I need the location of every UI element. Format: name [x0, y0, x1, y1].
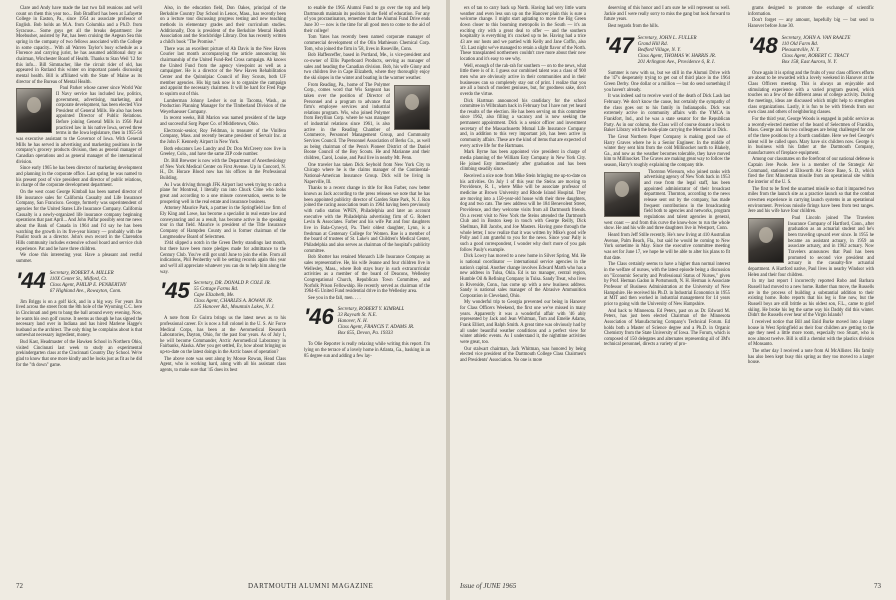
paragraph: Jim Briggs is on a golf kick, and in a big way. For years Jim lived across the street from the 8th hole of the Wyoming C.C. here in Cincinnati and gets to bang the ball around every evening. Now, he wants his own golf course. It seems as though he has signed the necessary land over in Indiana and has hired Marlene Hagge's husband as the architect. The only thing he complains about is that somewhat necessary ingredient, money.: [16, 299, 142, 339]
issue-date: Issue of JUNE 1965: [460, 582, 517, 590]
class-header-47: [604, 32, 730, 66]
portrait-photo: [16, 88, 52, 133]
paragraph: We close this interesting year. Have a pleasant and restful summer.: [16, 253, 142, 264]
class-officers: Secretary, JOHN A. VAN RAALTE 110 Old Farm Rd. Pleasantville, N. Y. Class Agent, ROBERT C. TRACY Box 158, East Aurora, N. Y.: [781, 35, 851, 65]
right-column-3: grams designed to promote the exchange of scientific information. Don't forget — any amount, hopefully big — but send to Hanover before June 30. '48 Secretary, JOHN A. VAN RAALTE 110 Old Farm Rd. Pleasantville, N. Y. Class Agent, ROBERT C. TRACY Box 158, East Aurora, N. Y. Once again it is spring and the fruits of your class officers efforts are about to be rewarded with a lovely weekend in Hanover at the Class Officers meeting. This is always an enjoyable and stimulating experience with a varied program geared, which touches on a few of the different areas of college activity. During the meetings, ideas are discussed which might help to strengthen class organizations. Lastly, it is fun to be with friends from our own class and others of neighboring classes. For the third year, George Woods is engaged in public service as a recently-elected member of the board of Selectmen of Franklin, Mass. George and his two colleagues are being challenged for one of the three positions by a fourth candidate. Here we feel George's talent will be called upon. Mary have six children now. George is in business with his father at the Dartmouth Company, manufacturers of fireplace equipment. Among our classmates on the forefront of our national defense is Captain Jere Poole. Jere is a member of the Strategic Air Command, stationed at Ellsworth Air Force Base, S. D., which fired the first Minuteman missile from an operational site within the interior of the U. S. The first to be fired the unarmed missile so that it impacted two miles from the launch site as a practice launch so that the combat crewmen experience in carrying launch systems in an operational environment. Previous missile firings have been from test ranges. Jere and his wife have four children. Paul Lincoln joined The Travelers Insurance Company of Hartford, Conn., after graduation as an actuarial student and he's been traveling upward ever since. In 1955 he became an assistant actuary, in 1959 an associate actuary, and in 1962 actuary. Now Travelers announces that Paul has been promoted to second vice president and actuary in the casualty-fire actuarial department. A Hartford native, Paul lives in nearby Windsor with Helen and their four children. In my last report I incorrectly reported Robo and Barbara Russell had moved to a new home. Rather than move, the Russells are in the process of building a substantial addition to their existing home. Robo reports that his leg is fine now, but the Russell boys are still brittle as his oldest son, F.L., came to grief skiing. He broke his leg the same way his Daddy did this winter. Didn't the Russells ever hear of the Virgin Islands? I received notice that Bill and Enid Burke moved into a larger house in West Springfield as their four children are getting to the age they need a little more room, especially two Stuart, who is now almost twelve. Bill is still a chemist with the plastics division of Monsanto. The other day I received a note from Al McAllister. His family has also been kept busy this spring as they too moved to a larger house.: [748, 6, 874, 366]
class-officers: Secretary, ROBERT Y. KIMBALL 33 Rayvath St. N.E. Hanover, N. H. Class Agent, FRANCIS T. ADAMS JR. Box 655, Devon, Pa. 19333: [337, 307, 415, 337]
right-column-2: deserving of this honor and I am sure he will represent us well. Jackie and I were really sorry to miss the gang but look forward to future years. Best regards from the hills. '47 Secretary, JOHN L. FULLER Grand Hill Rd. Bedford Village, N. Y. Class Agent, THOMAS W. HARRIS JR. 201 Arlington Ave., Providence 6, R. I. Summer is now with us, but we still in the Alumni Drive with the '47's desperately trying to get out of third place in the 1964 Green Derby. One dollar or a million — but do send something if you haven't already. It was indeed sad to receive word of the death of Dick Lash last February. We don't know the cause, but certainly the sympathy of the class goes out to his family in Indianapolis. Dick was extremely active in community affairs with the YMCA in Frankfort, Ind., and he was a state senator for the Republican Party. As in our column, the Class will of course donate a book to Baker Library with the book-plate carrying the Memorial to Dick. The Great Northern Paper Company is making good use of Harry Graves where he is a Senior Engineer. In the middle of winter they sent him from the cold Millinocket north to Blakely, Ga., and now as the weather becomes tolerable, they have moved him to Millinocket. The Graves are making great way to follow the season, Harry's roughly explaining the company title. Thornton Wiersum, who joined ranks with advertising agency of New York back in 1953 and rose from the legal staff, has been appointed administrator of their broadcast department. Thornton, according to the news release sent out by the company, has made frequent contributions in the broadcasting field both to agencies and networks, program regulations and talent agencies in general, west coast — and from this curve the know-how to run the whole show. He and his wife and three daughters live in Westport, Conn. Heard from Jeff Stille recently. He's now living at 410 Australian Avenue, Palm Beach, Fla., but said he would be coming to New York sometime in May. Since the executive committee meeting was set for June 17, we hope he will be able to alter his plans to fit that date. The Class certainly seems to have a higher than normal interest in the welfare of nurses, with the latest episode being a discussion on "Economic Security and Professional Status of Nurses," given by Prof. Herman Gadon in Portsmouth, N. H. Herman is Associate Professor of Business Administration at the University of New Hampshire. He received his Ph.D. in Industrial Economics in 1955 at MIT and then worked in industrial management for 14 years prior to going with the University of New Hampshire. And back to Minnesota. Ed Peters, past on as Dr. Edward M. Peters, has just been elected Chairman of the Minnesota Association of Manufacturing Company's Technical Forum. Ed holds both a Master of Science degree and a Ph.D. in Organic Chemistry from the State University of Iowa. The Forum, which is composed of 150 delegates and alternates representing all of 3M's technical personnel, directs a variety of pro-: [604, 6, 730, 348]
page-number-left: 72: [16, 582, 23, 590]
left-column-3: to enable the 1965 Alumni Fund to go over the top and help Dartmouth maintain its position in the field of education. For any of you procrastinators, remember that the Alumni Fund Drive ends June 30 — now is the time for all good men to come to the aid of their college! Tom Yates has recently been named corporate manager of commercial development of the Olin Mathieson Chemical Corp. Tom, who joined the firm in '58, lives in Roseville, Conn. Bob Haffenreffer, based in Portland, Me., is vice-president and co-owner of Ellis Paperboard Products, serving as manager of sales and heading the Canadian division. Bob, his wife Ginny and two children live in Cape Elizabeth, where they thoroughly enjoy the ski slopes in the winter and boating in the warmer weather. From Reading, Pa., home of The Polymer Corp., comes word that Wis Sargeant has taken over the position of Director of Personnel and a program to advance that firm's employee services and industrial relations program. Wis, who joined Polymer from Berylliun Corp. where he was manager of industrial relations since 1961, is also active in the Reading Chamber of Commerce, Personnel Management Group, and Community Services Council. The Personnel Association of Berks Co., as well as being chairman of the Penn's Pioneer District of the Daniel Boone Council of the Boy Scouts. He and Marianne and their children, Carol, Louise, and Paul live in nearby Mt. Penn. One traveler has taken Dick Seybold from New York City to Chicago where he is the claims manager of the Continental-National-American Insurance Group. Dick will be living in Naperville, Ill. Thanks to a recent change in title for Ron Farber, now better known as Jack according to the press releases we note that he has been appointed publicity director of Garden State Park, N. J. Ron joined the racing association team in 1964 having been previously with radio station WPEN, Philadelphia and later an account executive with the Philadelphia advertising firm of G. Robert Levin & Associates. Farber and his wife Pat and four daughters live in Bala-Cynwyd, Pa. Their oldest daughter, Lynn, is a freshman at Centenary College for Women. Roe is a member of the board of trustees of St. Luke's and Children's Medical Center, Philadelphia and also serves as chairman of the hospital's publicity committee. Bob Shotter has retained Monarch Life Insurance Company as sales representative. He, his wife Jeanne and four children live in Wellesley, Mass., where Bob stays busy in such extracurricular activities as a member of the board of Deacons, Wellesley Congregational Church, Republican Town Committee, and Norfolk Prison Fellowship. He recently served as chairman of the 1964-65 United Fund residential drive in the Wellesley area. See you in the fall, men. . . . '46 Secretary, ROBERT Y. KIMBALL 33 Rayvath St. N.E. Hanover, N. H. Class Agent, FRANCIS T. ADAMS JR. Box 655, Devon, Pa. 19333 To Olie Reporter is really relaxing while writing this report. I'm lying on the terrace of a lovely home in Atlanta, Ga., basking in an 85 degree sun and adding a few lay-: [304, 6, 430, 359]
portrait-photo: [394, 85, 430, 130]
right-page: [450, 0, 896, 600]
class-officers: Secretary, DR. DONALD P. COLE JR. 55 Cottage Farms Rd. Cape Elizabeth, Me. Class Agent, CHARLES A. ROWAN JR. 125 Hanover Rd., Mountain Lakes, N. J.: [193, 281, 275, 311]
class-header-44: [16, 267, 142, 295]
paragraph: On the west coast George Kimball has been named director of life insurance sales for California Casualty and Life Insurance Company, San Francisco. George, formerly was superintendent of agencies for the United States Life Insurance Company. California Casualty is a newly-organized life insurance company beginning operations that past April... And John Palfar possibly sent me news about the Bank of Canada in 1964 and I'd say he has been watching the growth in its five-year history — probably with the Paulist touch as a director. John's own record in the Clarendon Hills community includes extensive school board and service club experience. Pat and he have three children.: [16, 190, 142, 252]
class-year: '44: [16, 267, 46, 293]
class-officers: Secretary, JOHN L. FULLER Grand Hill Rd. Bedford Village, N. Y. Class Agent, THOMAS W. HARRIS JR. 201 Arlington Ave., Providence 6, R. I.: [637, 35, 717, 65]
right-column-1: ers of tan to carry back up North. Having had very little warm weather and even less sun up on the Hanover plain this is sure a welcome change. I might start agitating to move the Big Green down closer to this booming metropolis in the South — it's an exciting city with a great deal to offer — and the southern hospitality is everything it's cracked up to be. Having had a trice 43 are our hosts and we partied with Kelly and Jane Coffin, also '43. Last night we've managed to retain a slight flavor of the North. These transplanted northerners couldn't rave more about their new location and it's easy to see why. Well, enough of the rah-rah for southern — on to the news, what little there is of it. I guess our combined talent was a class of 900 men who are obviously active in their communities and in their businesses can so completely stay out of print. I realize that you are all a bunch of modest geniuses, but, for goodness sake, don't overdo the virtue. Dick Hartman announced his candidacy for the school committee in Wilbraham back in February but I have not yet heard the results of the election. He has been serving on this committee since 1962, also filling a vacancy and is now seeking the permanent appointment. Dick is a senior officer and investment secretary of the Massachusetts Mutual Life Insurance Company and, in addition to this very important job, has been active in community affairs. These are the kind of items that are expected of every active life for the Hartmans. Mark Byrne has been appointed vice president in charge of media planning of the William Esty Company in New York City. He joined Esty immediately after graduation and has been climbing steadily since. Received a nice note from Mike Stein bringing me up-to-date on his activities. On July 1 of this year the Steins are moving to Providence, R. I., where Mike will be associate professor of medicine at Brown University and Rhode Island Hospital. They are moving into a 150-year-old house with their three daughters, dog and two cats. The new address will be 184 Benevolent Street, Providence, and they welcome visits from all Dartmouth friends. On a recent visit to New York the Steins attended the Dartmouth Club and in Boston keep in touch with George Reilly, Dick Shellman, Bill Jacobs, and Joe Masters. Having gone through the whole letter, I now realize that it was written by Mike's good wife Polly and I am grateful to you for the news. Since your Pally is such a good correspondent, I wonder why don't more of you gals follow Pauly's example. Dick Lowry has moved to a new home in Silver Spring, Md. He is national coordinator — international service agencies in the nation's capital. Another change involves Edward Marth who has a new address in Tulsa, Okla. Ed is tax manager, central region, Humble Oil & Refining Company in Tulsa. Sandy Treat, who lives in Riverside, Conn., has come up with a new business address. Sandy is national sales manager of the Abrasive Ammunition Corporation in Cleveland, Ohio. My wonderful trip to Georgia prevented our being in Hanover for Class Officers Weekend, the first one we've missed in many years. Apparently it was a wonderful affair with '46 ably represented by Jack and Jean Whitman, Tom and Emelie Adams, Frank Elliott, and Ralph Smith. A great time was obviously had by all under beautiful weather conditions and a perfect view for winter athletic events. As I understand it, the nighttime activities were great, too. Our stalwart chairman, Jack Whitman, was honored by being elected vice president of the Dartmouth College Class Chairmen's and Presidents' Association. No one is more: [460, 6, 586, 364]
paragraph: Bud Kast, Headmaster of the Hawken School in Northern Ohio, visited Cincinnati last week to study an experimental prekindergarten class at the Cincinnati Country Day School. We're glad to know that one more kindly and he looks just as fit as he did for the "th down" game.: [16, 340, 142, 368]
left-page: [0, 0, 446, 600]
class-year: '48: [748, 32, 778, 58]
left-column-2: Also, in the education field, Don Oakes, principal of the Berkshire Country Day School in Lenox, Mass., has recently been on a lecture tour discussing progress testing and new teaching methods in elementary grades and their curriculum studies. Additionally, Don is president of the Berkshire Mental Health Association and the Stockbridge Library. Don has recently written a child's book "The Promise." There was an excellent picture of Ab Davis in the New Haven Courier last month accompanying the article announcing his chairmanship of the United Fund-Red Cross campaign. Ab knows the United Fund from the agency viewpoint as well as a campaigner. He is a director of the New Haven Rehabilitation Center and the Quinnipiac Council of Boy Scouts, both UF member agencies. His big task now is to organize the campaign and appoint the necessary chairmen. It will be hard for Fred Page to squirm out of this. Lumberman Johnny Lesher is out in Tacoma, Wash., as Production Planning Manager for the Timberland Division of the Weyerhaeuser Company. In recent weeks, Bill Marion was named president of the large and successful Sorg Paper Co. of Middletown, Ohio. Electronic-senior, Roy Feldman, is treasurer of the Vinifera Company, Mass. and recently became president of Servair Inc. at the John F. Kennedy Airport in New York. Both educators Leo Landry and Dr. Don McCreery now live in Greeley, Colo., and have the same ZIP code number. Dr. Bill Brewster is now with the Department of Anesthesiology of New York Medical Center on First Avenue. Up in Concord, N. H., Dr. Horace Blood now has his offices in the Professional Building. As I was driving through JFK Airport last week trying to catch a plane for Montreal, I literally ran into Chuck Cline who looks great and according to a one minute conversation, seems to be prospering well in the real estate and insurance business. Attorney Maurice Park, a partner in the Springfield law firm of Ely King and Lowe, has become a specialist in real estate law and conveyancing and as a result, has become active in the speaking tour in that field. Maurice is president of the Title Insurance Company of Hampden County and is former chairman of the Longmeadow Board of Selectmen. 1944 slipped a notch in the Green Derby standings last month, but there have been more pledges made for admittance to the Century Club. You've still got until June to join the elite. From all indications, Phil Penberthy will be setting records again this year and we'll all appreciate whatever you can do to help him along the way. '45 Secretary, DR. DONALD P. COLE JR. 55 Cottage Farms Rd. Cape Elizabeth, Me. Class Agent, CHARLES A. ROWAN JR. 125 Hanover Rd., Mountain Lakes, N. J. A note from Ev Guirra brings us the latest news as to his professional career. Ev is now a full colonel in the U. S. Air Force Medical Corps, has been at the Aeromedical Research Laboratories, Dayton, Ohio, for the past four years. As of July 1, he will become Commander, Arctic Aeromedical Laboratory in Fairbanks, Alaska. After you get settled, Ev, how about bringing us up-to-date on the latest doings in the Arctic bases of operation? The above note was sent along by Moose Rowan, Head Class Agent, who is working hard, along with all his assistant class agents, to make sure that '45 does its best: [160, 6, 286, 374]
class-header-46: [304, 304, 430, 337]
class-officers: Secretary, ROBERT A. MILLER 110X Center St., Milford, Ct. Class Agent, PHILIP E. PENBERTHY 67 Highland Ave., Rowayton, Conn.: [49, 270, 127, 294]
left-column-1: [16, 6, 142, 369]
class-header-48: [748, 32, 874, 66]
magazine-title: DARTMOUTH ALUMNI MAGAZINE: [248, 582, 374, 590]
class-year: '45: [160, 278, 190, 304]
class-year: '47: [604, 32, 634, 58]
portrait-photo: [748, 218, 784, 263]
paragraph: Clare and Andy have made the last two fall reunions and we'll count on them this year too... Bob Bradford has been at Lafayette College in Easton, Pa., since 1954 as associate professor of English. Bob holds an M.A. from Columbia and a Ph.D. from Syracuse... Some guys get all the breaks department: Joe Moebusher, assisted by Pat, has been cruising the Aegean Sea this spring in the company of two fellows associated with the College in some capacity... With all Warren Taylor's busy schedule as a Florence and carrying jurist, he has assumed additional duty as chairman, Winchester Board of Health. Thanks to Stan Weil '12 for this info... Bill Simmacher, like the circuit rider of old, has appeared in Rutland this winter on important panels discussing mental health. Bill is affiliated with the State of Maine as its director of the Bureau of Mental Health.: [16, 6, 142, 85]
paragraph: Paul Parker whose career since World War II Navy service has included law, politics, government, advertising, marketing, and corporate development, has been elected Vice President of General Mills. He also has been appointed Director of Public Relations. Before joining General Mills in 1956 Paul practiced law in his native Iowa, served three terms in the Iowa legislature, then in 1955-56 was executive assistant to the Governor of Iowa. With General Mills he has served in advertising and marketing positions in the company's grocery products division, then as general manager of Canadian operations and as general manager of the international division.: [16, 86, 142, 165]
portrait-photo: [604, 172, 640, 217]
page-number-right: 73: [874, 582, 881, 590]
class-header-45: [160, 278, 286, 311]
class-year: '46: [304, 304, 334, 330]
paragraph: Since early 1965 he has been director of marketing development and planning in the corporate office. Last spring he was named to his present post of vice president and director of public relations, in charge of the corporate development department.: [16, 166, 142, 189]
